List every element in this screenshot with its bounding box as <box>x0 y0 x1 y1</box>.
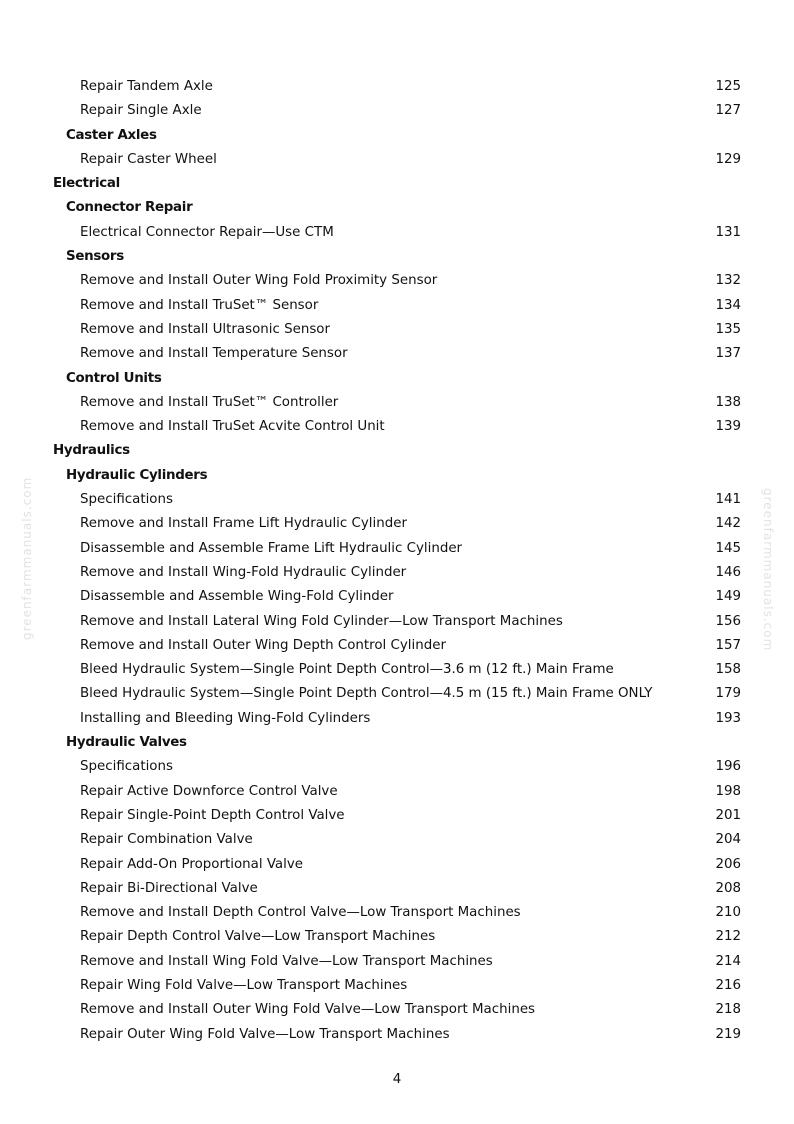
toc-entry-title: Electrical Connector Repair—Use CTM <box>80 224 334 240</box>
toc-entry-title: Remove and Install Temperature Sensor <box>80 346 348 362</box>
toc-entry-title: Remove and Install TruSet™ Sensor <box>80 297 319 313</box>
toc-entry-page-number: 157 <box>715 637 741 653</box>
toc-entry[interactable] <box>0 294 794 318</box>
toc-entry[interactable] <box>0 99 794 123</box>
toc-entry-title: Remove and Install Wing Fold Valve—Low Transport Machines <box>80 953 493 969</box>
toc-entry-title: Remove and Install Frame Lift Hydraulic Cylinder <box>80 516 407 532</box>
watermark-right: greenfarmmanuals.com <box>761 488 775 652</box>
toc-entry-title: Disassemble and Assemble Wing-Fold Cylinder <box>80 589 394 605</box>
toc-entry-page-number: 198 <box>715 783 741 799</box>
toc-section-heading <box>0 731 794 755</box>
toc-entry-title: Bleed Hydraulic System—Single Point Depth Control—4.5 m (15 ft.) Main Frame ONLY <box>80 686 653 702</box>
toc-entry-title: Remove and Install Ultrasonic Sensor <box>80 321 330 337</box>
toc-entry-title: Repair Tandem Axle <box>80 79 213 94</box>
toc-section-heading <box>0 464 794 488</box>
toc-section-heading <box>0 124 794 148</box>
toc-entry-title: Repair Bi-Directional Valve <box>80 880 258 896</box>
toc-entry-title: Repair Caster Wheel <box>80 151 217 167</box>
toc-entry-page-number: 141 <box>715 492 741 508</box>
toc-entry-title: Remove and Install TruSet™ Controller <box>80 394 339 410</box>
toc-entry-page-number: 135 <box>715 321 741 337</box>
toc-entry-title: Specifications <box>80 759 173 775</box>
toc-entry[interactable] <box>0 974 794 998</box>
toc-entry-title: Installing and Bleeding Wing-Fold Cylinders <box>80 710 371 726</box>
toc-entry-page-number: 179 <box>715 686 741 702</box>
toc-entry[interactable] <box>0 561 794 585</box>
toc-entry-title: Repair Single Axle <box>80 103 202 119</box>
toc-entry-title: Remove and Install Depth Control Valve—Low Transport Machines <box>80 905 521 921</box>
toc-entry[interactable] <box>0 391 794 415</box>
page-number: 4 <box>392 1072 402 1087</box>
toc-entry-page-number: 146 <box>715 564 741 580</box>
toc-entry-title: Remove and Install Outer Wing Depth Control Cylinder <box>80 637 446 653</box>
toc-section-heading <box>0 172 794 196</box>
toc-section-heading <box>0 196 794 220</box>
toc-entry[interactable] <box>0 585 794 609</box>
toc-entry-page-number: 145 <box>715 540 741 556</box>
toc-entry[interactable] <box>0 148 794 172</box>
toc-entry[interactable] <box>0 512 794 536</box>
toc-entry-title: Repair Single-Point Depth Control Valve <box>80 807 345 823</box>
toc-entry-title: Remove and Install TruSet Acvite Control Unit <box>80 419 385 435</box>
toc-entry-page-number: 196 <box>715 759 741 775</box>
toc-entry-page-number: 206 <box>715 856 741 872</box>
toc-entry[interactable] <box>0 804 794 828</box>
toc-entry-page-number: 158 <box>715 662 741 678</box>
toc-entry-page-number: 204 <box>715 832 741 848</box>
toc-entry-page-number: 210 <box>715 905 741 921</box>
toc-entry[interactable] <box>0 488 794 512</box>
toc-entry[interactable] <box>0 925 794 949</box>
toc-entry-title: Specifications <box>80 492 173 508</box>
toc-entry[interactable] <box>0 828 794 852</box>
toc-entry-page-number: 216 <box>715 977 741 993</box>
toc-entry-title: Remove and Install Outer Wing Fold Valve—Low Transport Machines <box>80 1002 536 1018</box>
toc-entry[interactable] <box>0 901 794 925</box>
toc-entry-page-number: 156 <box>715 613 741 629</box>
toc-entry-title: Remove and Install Wing-Fold Hydraulic Cylinder <box>80 564 407 580</box>
toc-entry-title: Repair Add-On Proportional Valve <box>80 856 304 872</box>
toc-entry-page-number: 137 <box>715 346 741 362</box>
toc-entry[interactable] <box>0 610 794 634</box>
toc-entry[interactable] <box>0 853 794 877</box>
toc-entry-title: Repair Combination Valve <box>80 832 253 848</box>
toc-entry-title: Caster Axles <box>66 127 157 143</box>
toc-entry-title: Bleed Hydraulic System—Single Point Depth Control—3.6 m (12 ft.) Main Frame <box>80 662 614 678</box>
toc-entry-title: Repair Wing Fold Valve—Low Transport Machines <box>80 977 408 993</box>
toc-entry-title: Repair Active Downforce Control Valve <box>80 783 338 799</box>
toc-entry-page-number: 219 <box>715 1026 741 1042</box>
toc-entry[interactable] <box>0 707 794 731</box>
toc-entry-page-number: 131 <box>715 224 741 240</box>
toc-entry[interactable] <box>0 998 794 1022</box>
toc-entry-page-number: 142 <box>715 516 741 532</box>
toc-entry-page-number: 214 <box>715 953 741 969</box>
toc-entry-title: Hydraulics <box>53 443 130 459</box>
toc-entry[interactable] <box>0 537 794 561</box>
toc-entry-page-number: 218 <box>715 1002 741 1018</box>
toc-entry-page-number: 212 <box>715 929 741 945</box>
toc-entry[interactable] <box>0 877 794 901</box>
table-of-contents <box>0 75 794 1047</box>
toc-entry-title: Repair Outer Wing Fold Valve—Low Transport Machines <box>80 1026 450 1042</box>
toc-entry-title: Hydraulic Valves <box>66 735 187 751</box>
toc-entry-page-number: 134 <box>715 297 741 313</box>
toc-entry-title: Hydraulic Cylinders <box>66 467 208 483</box>
toc-entry-title: Remove and Install Outer Wing Fold Proximity Sensor <box>80 273 438 289</box>
toc-entry-page-number: 139 <box>715 419 741 435</box>
toc-entry-title: Connector Repair <box>66 200 193 216</box>
toc-entry-page-number: 125 <box>715 79 741 94</box>
toc-entry-page-number: 138 <box>715 394 741 410</box>
toc-section-heading <box>0 367 794 391</box>
toc-entry-title: Sensors <box>66 249 124 265</box>
toc-entry[interactable] <box>0 318 794 342</box>
toc-entry-page-number: 149 <box>715 589 741 605</box>
toc-entry[interactable] <box>0 950 794 974</box>
toc-section-heading <box>0 245 794 269</box>
toc-entry-title: Control Units <box>66 370 162 386</box>
toc-entry-page-number: 193 <box>715 710 741 726</box>
watermark-left: greenfarmmanuals.com <box>20 476 34 640</box>
toc-entry-title: Remove and Install Lateral Wing Fold Cylinder—Low Transport Machines <box>80 613 563 629</box>
toc-entry-page-number: 129 <box>715 151 741 167</box>
toc-entry[interactable] <box>0 342 794 366</box>
toc-entry-title: Electrical <box>53 176 120 192</box>
toc-entry-title: Disassemble and Assemble Frame Lift Hydraulic Cylinder <box>80 540 463 556</box>
toc-entry[interactable] <box>0 415 794 439</box>
toc-entry-title: Repair Depth Control Valve—Low Transport Machines <box>80 929 436 945</box>
toc-entry-page-number: 208 <box>715 880 741 896</box>
toc-entry[interactable] <box>0 755 794 779</box>
toc-entry[interactable] <box>0 682 794 706</box>
toc-entry[interactable] <box>0 658 794 682</box>
toc-entry[interactable] <box>0 75 794 99</box>
toc-entry[interactable] <box>0 780 794 804</box>
toc-entry[interactable] <box>0 269 794 293</box>
toc-entry-page-number: 127 <box>715 103 741 119</box>
toc-entry[interactable] <box>0 1023 794 1047</box>
toc-entry[interactable] <box>0 634 794 658</box>
toc-section-heading <box>0 439 794 463</box>
toc-entry[interactable] <box>0 221 794 245</box>
toc-entry-page-number: 132 <box>715 273 741 289</box>
toc-entry-page-number: 201 <box>715 807 741 823</box>
